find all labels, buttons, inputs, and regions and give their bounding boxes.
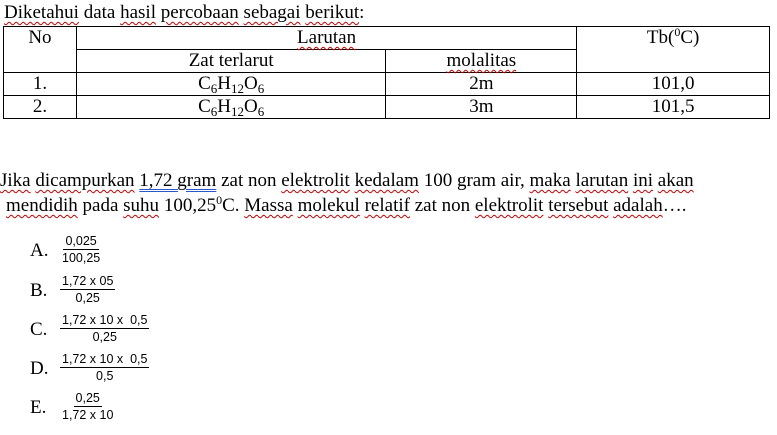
formula-part: H: [217, 96, 232, 117]
q-word: Massa: [244, 195, 293, 216]
header-tb-suffix: C): [680, 27, 700, 48]
intro-text: [4, 2, 364, 24]
option-letter: C.: [30, 319, 48, 340]
formula-part: O: [244, 96, 258, 117]
intro-word: sebagai: [243, 2, 301, 23]
cell-zat: [76, 96, 386, 119]
header-tb: [577, 27, 770, 73]
q-word: adalah: [613, 195, 663, 216]
formula-sub: 12: [231, 81, 245, 96]
cell-molalitas: 2m: [386, 73, 577, 96]
q-word: mendidih: [6, 195, 78, 216]
q-word: C.: [222, 195, 245, 216]
intro-word: hasil: [120, 2, 156, 23]
q-word: zat non: [409, 195, 475, 216]
option-letter: E.: [30, 397, 47, 418]
q-word: larutan: [575, 170, 629, 191]
header-larutan-text: Larutan: [297, 27, 357, 48]
q-sup: 0: [216, 193, 223, 207]
header-zat-terlarut: Zat terlarut: [76, 50, 386, 73]
intro-word: :: [359, 2, 365, 23]
fraction-denominator: 100,25: [62, 251, 101, 265]
q-word: tersebut: [548, 195, 609, 216]
q-word: Jika: [0, 170, 31, 191]
cell-tb: 101,0: [577, 73, 770, 96]
formula-sub: 12: [231, 104, 245, 119]
table-header-row: [4, 27, 770, 50]
formula-sub: 6: [210, 104, 218, 119]
fraction-numerator: 1,72 x 05: [62, 274, 114, 288]
formula-sub: 6: [257, 104, 265, 119]
q-word: suhu: [123, 195, 160, 216]
header-larutan: [76, 27, 576, 50]
formula-sub: 6: [210, 81, 218, 96]
option-fraction: [60, 351, 149, 384]
fraction-numerator: 0,025: [65, 234, 97, 248]
option-letter: B.: [30, 280, 48, 301]
formula-part: O: [244, 73, 258, 94]
cell-no: 2.: [4, 96, 77, 119]
fraction-denominator: 0,25: [75, 291, 100, 305]
intro-word: data: [78, 2, 121, 23]
q-word: zat non: [216, 170, 282, 191]
q-word: ini: [632, 170, 654, 191]
q-word: 100,25: [159, 195, 217, 216]
cell-zat: [76, 73, 386, 96]
q-word: 1,72 gram: [139, 170, 217, 191]
formula-sub: 6: [257, 81, 265, 96]
option-fraction: [60, 390, 115, 423]
formula-part: C: [198, 73, 211, 94]
table-row: [4, 73, 770, 96]
q-word: elektrolit: [281, 170, 350, 191]
formula-part: H: [217, 73, 232, 94]
fraction-denominator: 0,5: [96, 369, 114, 383]
header-no: No: [4, 27, 77, 73]
q-word: elektrolit: [474, 195, 544, 216]
q-word: molekul: [297, 195, 360, 216]
header-tb-prefix: Tb(: [646, 27, 675, 48]
q-word: relatif: [364, 195, 410, 216]
table-row: [4, 96, 770, 119]
formula-part: C: [198, 96, 211, 117]
header-tb-sup: 0: [674, 25, 681, 39]
intro-word: berikut: [305, 2, 360, 23]
q-word: akan: [657, 170, 694, 191]
option-fraction: [60, 312, 149, 345]
cell-tb: 101,5: [577, 96, 770, 119]
fraction-numerator: 1,72 x 10 x 0,5: [62, 313, 148, 327]
header-molalitas-text: molalitas: [446, 50, 517, 71]
q-word: ….: [662, 195, 687, 216]
q-word: kedalam: [354, 170, 419, 191]
option-letter: A.: [30, 240, 49, 261]
fraction-numerator: 0,25: [75, 391, 100, 405]
header-molalitas: [386, 50, 577, 73]
option-letter: D.: [30, 358, 49, 379]
data-table: [3, 26, 770, 119]
fraction-denominator: 1,72 x 10: [62, 408, 114, 422]
question-line-1: [0, 168, 777, 193]
intro-word: percobaan: [160, 2, 239, 23]
fraction-numerator: 1,72 x 10 x 0,5: [62, 352, 148, 366]
fraction-denominator: 0,25: [92, 330, 117, 344]
option-fraction: [60, 233, 102, 266]
intro-word: Diketahui: [4, 2, 79, 23]
cell-no: 1.: [4, 73, 77, 96]
cell-molalitas: 3m: [386, 96, 577, 119]
q-word: pada: [77, 195, 124, 216]
question-text: [0, 168, 777, 218]
question-line-2: [0, 193, 777, 218]
option-fraction: [60, 273, 115, 306]
q-word: maka: [529, 170, 571, 191]
q-word: 100 gram air,: [418, 170, 530, 191]
q-word: dicampurkan: [35, 170, 135, 191]
